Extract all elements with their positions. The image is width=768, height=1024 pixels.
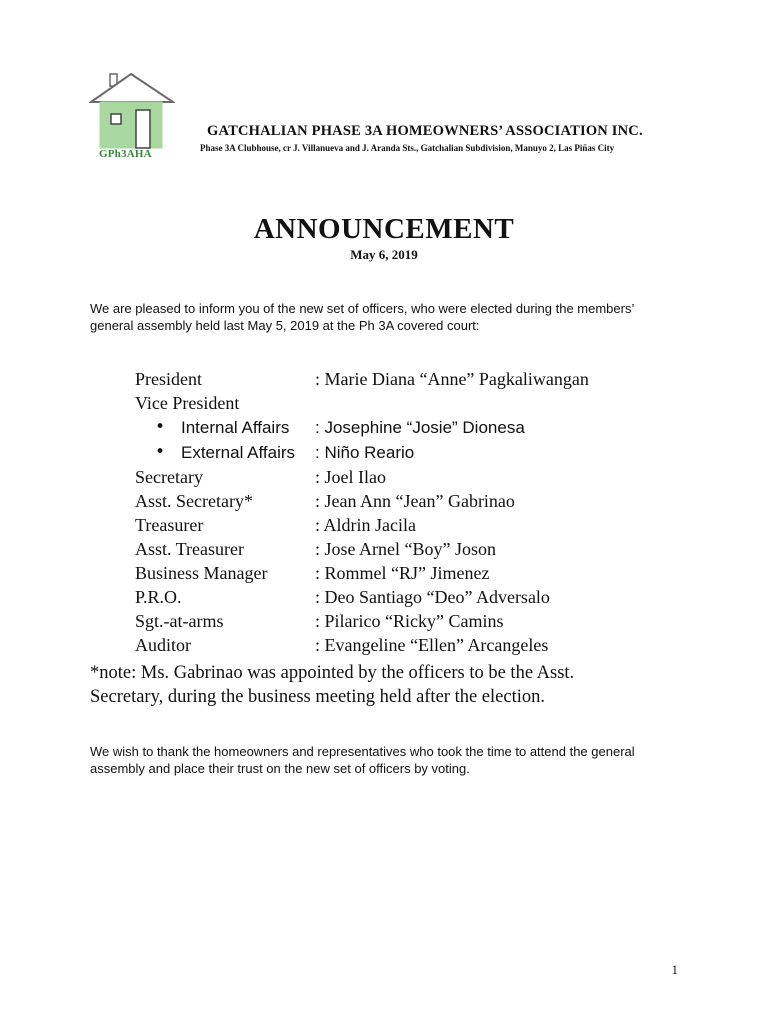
officer-position: Auditor bbox=[135, 635, 191, 655]
officer-name: : Niño Reario bbox=[315, 443, 415, 462]
officer-position: Secretary bbox=[135, 467, 203, 487]
page-number: 1 bbox=[671, 962, 678, 977]
officer-name: : Evangeline “Ellen” Arcangeles bbox=[315, 635, 549, 655]
officer-row-auditor bbox=[0, 635, 768, 659]
officer-position: External Affairs bbox=[181, 443, 296, 462]
officer-name: : Deo Santiago “Deo” Adversalo bbox=[315, 587, 550, 607]
officer-row-external-affairs bbox=[0, 442, 768, 467]
officer-row-secretary bbox=[0, 467, 768, 491]
officers-list bbox=[0, 369, 768, 659]
officer-row-asst-secretary bbox=[0, 491, 768, 515]
officer-name: : Aldrin Jacila bbox=[315, 515, 416, 535]
announcement-date: May 6, 2019 bbox=[350, 247, 418, 262]
officer-name: : Pilarico “Ricky” Camins bbox=[315, 611, 504, 631]
bullet-icon: • bbox=[155, 417, 166, 437]
officer-position: Vice President bbox=[135, 393, 240, 413]
officer-row-vice-president bbox=[0, 393, 768, 417]
announcement-title: ANNOUNCEMENT bbox=[253, 213, 515, 245]
officer-row-president bbox=[0, 369, 768, 393]
note-line: Secretary, during the business meeting held after the election. bbox=[90, 687, 545, 707]
officer-row-sgt-at-arms bbox=[0, 611, 768, 635]
officer-name: : Jose Arnel “Boy” Joson bbox=[315, 539, 496, 559]
house-icon bbox=[89, 72, 175, 152]
officer-name: : Joel Ilao bbox=[315, 467, 386, 487]
intro-line: We are pleased to inform you of the new set of officers, who were elected during the members’ bbox=[90, 301, 635, 316]
logo-text: GPh3AHA bbox=[99, 148, 152, 160]
officer-row-treasurer bbox=[0, 515, 768, 539]
officer-position: P.R.O. bbox=[135, 587, 182, 607]
officer-position: Treasurer bbox=[135, 515, 204, 535]
officer-position: President bbox=[135, 369, 202, 389]
officer-position: Business Manager bbox=[135, 563, 268, 583]
officer-row-internal-affairs bbox=[0, 417, 768, 442]
closing-paragraph bbox=[90, 743, 710, 777]
intro-paragraph bbox=[90, 300, 690, 334]
organization-name: GATCHALIAN PHASE 3A HOMEOWNERS’ ASSOCIATION INC. bbox=[207, 123, 643, 139]
officer-name: : Rommel “RJ” Jimenez bbox=[315, 563, 490, 583]
officer-name: : Marie Diana “Anne” Pagkaliwangan bbox=[315, 369, 589, 389]
officer-name: : Josephine “Josie” Dionesa bbox=[315, 418, 525, 437]
closing-line: We wish to thank the homeowners and representatives who took the time to attend the general bbox=[90, 744, 635, 759]
officer-row-business-manager bbox=[0, 563, 768, 587]
officer-row-pro bbox=[0, 587, 768, 611]
officer-position: Asst. Secretary* bbox=[135, 491, 253, 511]
officer-position: Asst. Treasurer bbox=[135, 539, 245, 559]
appointment-note bbox=[90, 661, 710, 709]
officer-name: : Jean Ann “Jean” Gabrinao bbox=[315, 491, 515, 511]
officer-row-asst-treasurer bbox=[0, 539, 768, 563]
officer-position: Sgt.-at-arms bbox=[135, 611, 224, 631]
bullet-icon: • bbox=[155, 442, 166, 462]
closing-line: assembly and place their trust on the new set of officers by voting. bbox=[90, 761, 470, 776]
intro-line: general assembly held last May 5, 2019 at the Ph 3A covered court: bbox=[90, 318, 480, 333]
officer-position: Internal Affairs bbox=[181, 418, 290, 437]
association-logo bbox=[89, 72, 175, 164]
organization-address: Phase 3A Clubhouse, cr J. Villanueva and J. Aranda Sts., Gatchalian Subdivision, Manuyo 2, Las Piñas City bbox=[200, 143, 615, 153]
note-line: *note: Ms. Gabrinao was appointed by the officers to be the Asst. bbox=[90, 663, 575, 683]
